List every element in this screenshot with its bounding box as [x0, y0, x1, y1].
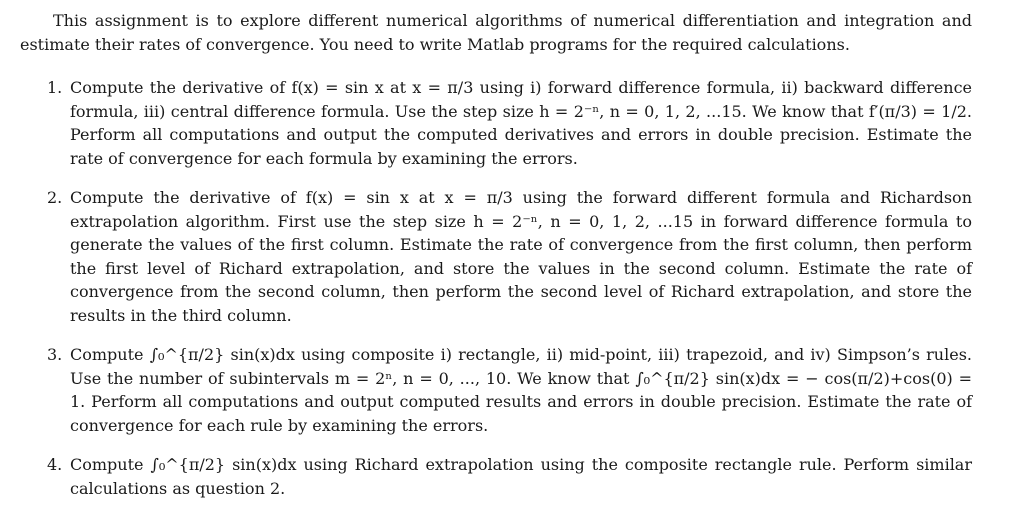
- problem-text: Compute ∫₀^{π/2} sin(x)dx using composite i) rectangle, ii) mid-point, iii) trapezoid, and iv) Simpson’s rules. Use the number of subintervals m = 2ⁿ, n = 0, ..., 10. We know that ∫₀^{π/2} sin(x)dx = − cos(π/2)+cos(0) = 1. Perform all computations and output computed results and errors in double precision. Estimate the rate of convergence for each rule by examining the errors.: [70, 345, 972, 435]
- intro-paragraph: This assignment is to explore different numerical algorithms of numerical differentiation and integration and estimate their rates of convergence. You need to write Matlab programs for the required calculations.: [20, 11, 972, 54]
- problem-list: [20, 76, 972, 500]
- problem-number: 1.: [47, 78, 63, 97]
- problem-number: 2.: [47, 188, 63, 207]
- problem-item-1: [20, 76, 972, 170]
- problem-item-4: [20, 453, 972, 500]
- problem-number: 3.: [47, 345, 63, 364]
- problem-item-3: [20, 343, 972, 437]
- problem-item-2: [20, 186, 972, 327]
- problem-text: Compute the derivative of f(x) = sin x at x = π/3 using the forward different formula and Richardson extrapolation algorithm. First use the step size h = 2⁻ⁿ, n = 0, 1, 2, ...15 in forward difference formula to generate the values of the first column. Estimate the rate of convergence from the first column, then perform the first level of Richard extrapolation, and store the values in the second column. Estimate the rate of convergence from the second column, then perform the second level of Richard extrapolation, and store the results in the third column.: [70, 188, 972, 325]
- problem-text: Compute ∫₀^{π/2} sin(x)dx using Richard extrapolation using the composite rectangle rule. Perform similar calculations as question 2.: [70, 455, 972, 498]
- problem-number: 4.: [47, 455, 63, 474]
- problem-text: Compute the derivative of f(x) = sin x at x = π/3 using i) forward difference formula, ii) backward difference formula, iii) central difference formula. Use the step size h = 2⁻ⁿ, n = 0, 1, 2, ...15. We know that f′(π/3) = 1/2. Perform all computations and output the computed derivatives and errors in double precision. Estimate the rate of convergence for each formula by examining the errors.: [70, 78, 972, 168]
